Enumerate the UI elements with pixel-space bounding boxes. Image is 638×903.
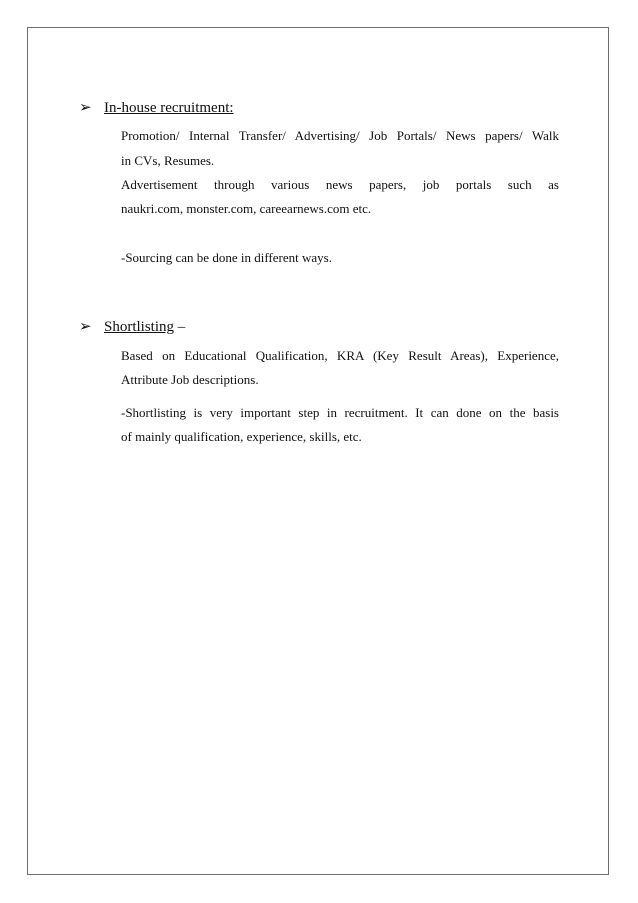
section-title bbox=[104, 99, 234, 117]
section-title bbox=[104, 318, 185, 336]
paragraph-line: in CVs, Resumes. bbox=[121, 153, 215, 168]
paragraph-line: -Sourcing can be done in different ways. bbox=[121, 250, 332, 265]
paragraph-line: Based on Educational Qualification, KRA (Key Result Areas), Experience, bbox=[121, 348, 559, 363]
arrow-bullet-icon: ➢ bbox=[79, 98, 92, 116]
section-title-suffix: – bbox=[174, 319, 186, 335]
section-title-text: In-house recruitment: bbox=[104, 100, 234, 116]
section-title-text: Shortlisting bbox=[104, 319, 175, 335]
paragraph-line: naukri.com, monster.com, careearnews.com etc. bbox=[121, 201, 372, 216]
arrow-bullet-icon: ➢ bbox=[79, 317, 92, 335]
section-inhouse-header bbox=[79, 98, 234, 117]
paragraph-line: Advertisement through various news papers, job portals such as bbox=[121, 177, 559, 192]
paragraph-line: Attribute Job descriptions. bbox=[121, 372, 259, 387]
section-shortlisting-header bbox=[79, 317, 185, 336]
paragraph-line: -Shortlisting is very important step in recruitment. It can done on the basis bbox=[121, 405, 559, 420]
paragraph-line: of mainly qualification, experience, skills, etc. bbox=[121, 429, 362, 444]
paragraph-line: Promotion/ Internal Transfer/ Advertising/ Job Portals/ News papers/ Walk bbox=[121, 128, 559, 143]
